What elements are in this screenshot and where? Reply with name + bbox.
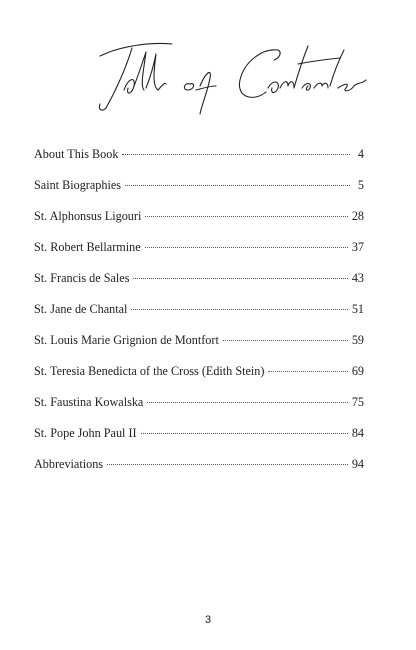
toc-entry[interactable] xyxy=(34,426,364,457)
toc-entry-page: 5 xyxy=(357,178,364,192)
toc-entry[interactable] xyxy=(34,271,364,302)
toc-entry-label: St. Alphonsus Ligouri xyxy=(34,209,142,223)
toc-entry[interactable] xyxy=(34,209,364,240)
toc-entry[interactable] xyxy=(34,147,364,178)
toc-dot-leader xyxy=(145,247,348,248)
toc-dot-leader xyxy=(131,309,347,310)
toc-entry-label: St. Pope John Paul II xyxy=(34,426,137,440)
toc-entry-page: 59 xyxy=(351,333,364,347)
toc-entry[interactable] xyxy=(34,178,364,209)
toc-entry-label: St. Faustina Kowalska xyxy=(34,395,144,409)
toc-dot-leader xyxy=(133,278,347,279)
toc-entry-page: 69 xyxy=(351,364,364,378)
toc-entry-label: About This Book xyxy=(34,147,119,161)
toc-entry-page: 84 xyxy=(351,426,364,440)
toc-dot-leader xyxy=(125,185,350,186)
toc-entry[interactable] xyxy=(34,364,364,395)
toc-entry-label: St. Teresia Benedicta of the Cross (Edith Stein) xyxy=(34,364,265,378)
toc-dot-leader xyxy=(145,216,347,217)
toc-entry[interactable] xyxy=(34,333,364,364)
toc-entry-label: St. Louis Marie Grignion de Montfort xyxy=(34,333,219,347)
toc-dot-leader xyxy=(147,402,347,403)
toc-entry-page: 75 xyxy=(351,395,364,409)
toc-entry-label: St. Robert Bellarmine xyxy=(34,240,141,254)
toc-entry[interactable] xyxy=(34,395,364,426)
toc-entry-page: 28 xyxy=(351,209,364,223)
table-of-contents xyxy=(34,147,364,488)
toc-entry-page: 4 xyxy=(357,147,364,161)
toc-dot-leader xyxy=(141,433,348,434)
toc-entry-page: 37 xyxy=(351,240,364,254)
toc-entry-label: Abbreviations xyxy=(34,457,104,471)
toc-entry[interactable] xyxy=(34,457,364,488)
script-title-lettering xyxy=(40,28,376,118)
toc-entry-page: 94 xyxy=(351,457,364,471)
toc-entry-label: St. Jane de Chantal xyxy=(34,302,128,316)
toc-entry-page: 43 xyxy=(351,271,364,285)
toc-dot-leader xyxy=(268,371,347,372)
toc-entry[interactable] xyxy=(34,240,364,271)
toc-dot-leader xyxy=(223,340,348,341)
toc-dot-leader xyxy=(107,464,348,465)
toc-entry-label: Saint Biographies xyxy=(34,178,121,192)
page-number: 3 xyxy=(204,614,212,626)
page-title xyxy=(40,28,376,118)
toc-entry[interactable] xyxy=(34,302,364,333)
toc-entry-page: 51 xyxy=(351,302,364,316)
toc-dot-leader xyxy=(122,154,350,155)
toc-entry-label: St. Francis de Sales xyxy=(34,271,130,285)
